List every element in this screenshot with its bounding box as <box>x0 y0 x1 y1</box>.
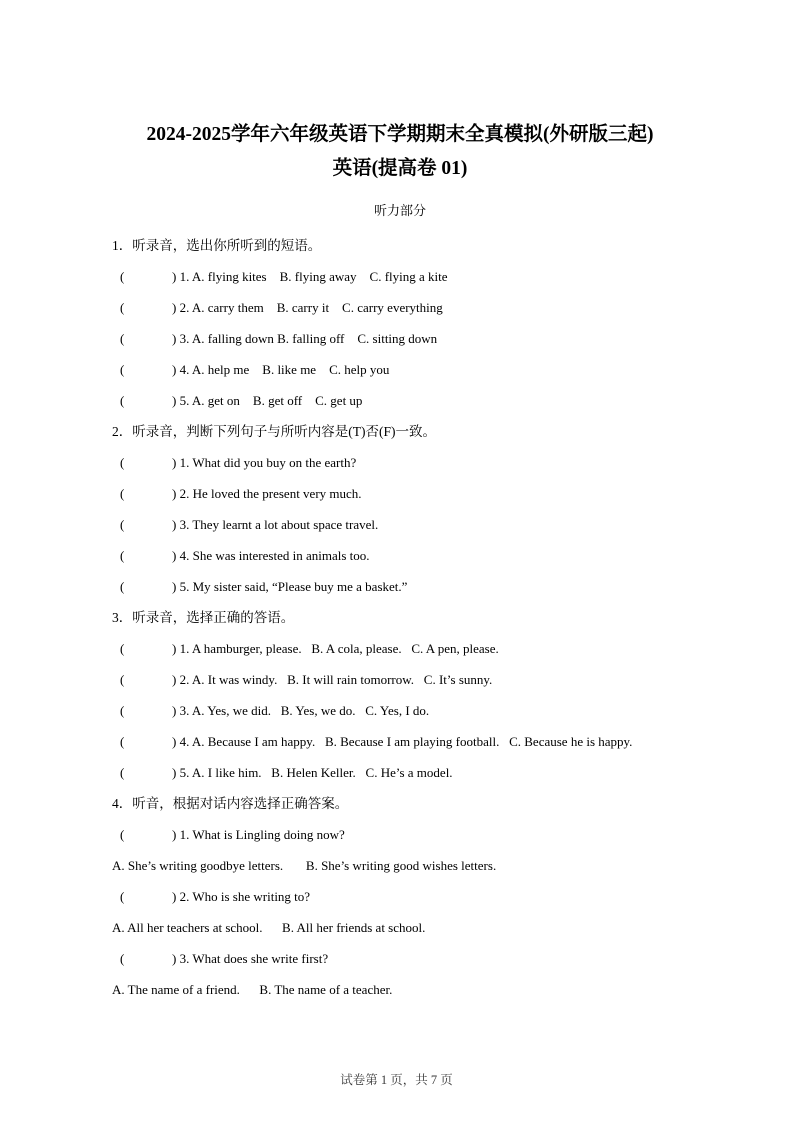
answer-blank[interactable]: ( <box>120 455 125 470</box>
list-item <box>112 664 688 695</box>
item-text: 2. A. It was windy. B. It will rain tomorrow. C. It’s sunny. <box>179 672 493 687</box>
list-item <box>112 571 688 602</box>
item-text: 1. A hamburger, please. B. A cola, please. C. A pen, please. <box>179 641 499 656</box>
page-title-line-1: 2024-2025学年六年级英语下学期期末全真模拟(外研版三起) <box>146 124 654 145</box>
paren-close: ) <box>172 703 177 718</box>
page-title-line-2: 英语(提高卷 01) <box>332 158 468 179</box>
paren-close: ) <box>172 300 177 315</box>
list-item <box>112 633 688 664</box>
paren-close: ) <box>172 362 177 377</box>
list-item <box>112 509 688 540</box>
item-text: 4. A. help me B. like me C. help you <box>179 362 390 377</box>
answer-blank[interactable]: ( <box>120 362 125 377</box>
item-text: 2. He loved the present very much. <box>179 486 362 501</box>
answer-blank[interactable]: ( <box>120 951 125 966</box>
paren-close: ) <box>172 889 177 904</box>
item-text: 2. Who is she writing to? <box>179 889 311 904</box>
item-text: 3. A. Yes, we did. B. Yes, we do. C. Yes, I do. <box>179 703 430 718</box>
answer-blank[interactable]: ( <box>120 269 125 284</box>
answer-blank[interactable]: ( <box>120 641 125 656</box>
item-text: 3. A. falling down B. falling off C. sitting down <box>179 331 438 346</box>
answer-options: A. The name of a friend. B. The name of a teacher. <box>112 982 393 997</box>
list-item <box>112 881 688 912</box>
page-footer: 试卷第 1 页，共 7 页 <box>340 1073 453 1087</box>
answer-blank[interactable]: ( <box>120 331 125 346</box>
item-text: 4. A. Because I am happy. B. Because I am playing football. C. Because he is happy. <box>179 734 633 749</box>
list-item <box>112 540 688 571</box>
list-item <box>112 292 688 323</box>
paren-close: ) <box>172 579 177 594</box>
answer-blank[interactable]: ( <box>120 579 125 594</box>
answer-blank[interactable]: ( <box>120 486 125 501</box>
answer-blank[interactable]: ( <box>120 548 125 563</box>
question-section-1 <box>112 230 688 416</box>
paren-close: ) <box>172 951 177 966</box>
question-section-4 <box>112 788 688 1005</box>
list-item <box>112 819 688 850</box>
list-item <box>112 478 688 509</box>
list-item <box>112 726 688 757</box>
item-text: 3. What does she write first? <box>179 951 329 966</box>
paren-close: ) <box>172 641 177 656</box>
paren-close: ) <box>172 517 177 532</box>
answer-blank[interactable]: ( <box>120 393 125 408</box>
answer-blank[interactable]: ( <box>120 517 125 532</box>
item-text: 2. A. carry them B. carry it C. carry everything <box>179 300 443 315</box>
paren-close: ) <box>172 393 177 408</box>
paren-close: ) <box>172 455 177 470</box>
list-item <box>112 385 688 416</box>
list-item <box>112 447 688 478</box>
paren-close: ) <box>172 269 177 284</box>
paren-close: ) <box>172 486 177 501</box>
answer-blank[interactable]: ( <box>120 827 125 842</box>
list-item <box>112 354 688 385</box>
list-item <box>112 757 688 788</box>
question-section-3 <box>112 602 688 788</box>
section-4-heading: 4．听音，根据对话内容选择正确答案。 <box>112 796 349 811</box>
item-text: 1. A. flying kites B. flying away C. flying a kite <box>179 269 448 284</box>
item-text: 5. My sister said, “Please buy me a basket.” <box>179 579 408 594</box>
answer-blank[interactable]: ( <box>120 765 125 780</box>
answer-options: A. She’s writing goodbye letters. B. She’s writing good wishes letters. <box>112 858 497 873</box>
section-2-heading: 2．听录音，判断下列句子与所听内容是(T)否(F)一致。 <box>112 424 436 439</box>
paren-close: ) <box>172 765 177 780</box>
item-text: 5. A. get on B. get off C. get up <box>179 393 363 408</box>
section-1-heading: 1．听录音，选出你所听到的短语。 <box>112 238 322 253</box>
paren-close: ) <box>172 548 177 563</box>
list-item <box>112 323 688 354</box>
answer-blank[interactable]: ( <box>120 734 125 749</box>
listening-part-heading: 听力部分 <box>373 203 426 218</box>
paren-close: ) <box>172 827 177 842</box>
answer-blank[interactable]: ( <box>120 889 125 904</box>
item-text: 4. She was interested in animals too. <box>179 548 370 563</box>
answer-blank[interactable]: ( <box>120 672 125 687</box>
answer-blank[interactable]: ( <box>120 703 125 718</box>
paren-close: ) <box>172 734 177 749</box>
list-item <box>112 695 688 726</box>
list-item <box>112 943 688 974</box>
item-text: 1. What did you buy on the earth? <box>179 455 357 470</box>
paren-close: ) <box>172 672 177 687</box>
item-text: 3. They learnt a lot about space travel. <box>179 517 379 532</box>
paren-close: ) <box>172 331 177 346</box>
section-3-heading: 3．听录音，选择正确的答语。 <box>112 610 295 625</box>
page-content <box>112 118 688 1005</box>
list-item <box>112 261 688 292</box>
answer-options: A. All her teachers at school. B. All her friends at school. <box>112 920 426 935</box>
question-section-2 <box>112 416 688 602</box>
item-text: 1. What is Lingling doing now? <box>179 827 345 842</box>
answer-blank[interactable]: ( <box>120 300 125 315</box>
item-text: 5. A. I like him. B. Helen Keller. C. He’s a model. <box>179 765 453 780</box>
